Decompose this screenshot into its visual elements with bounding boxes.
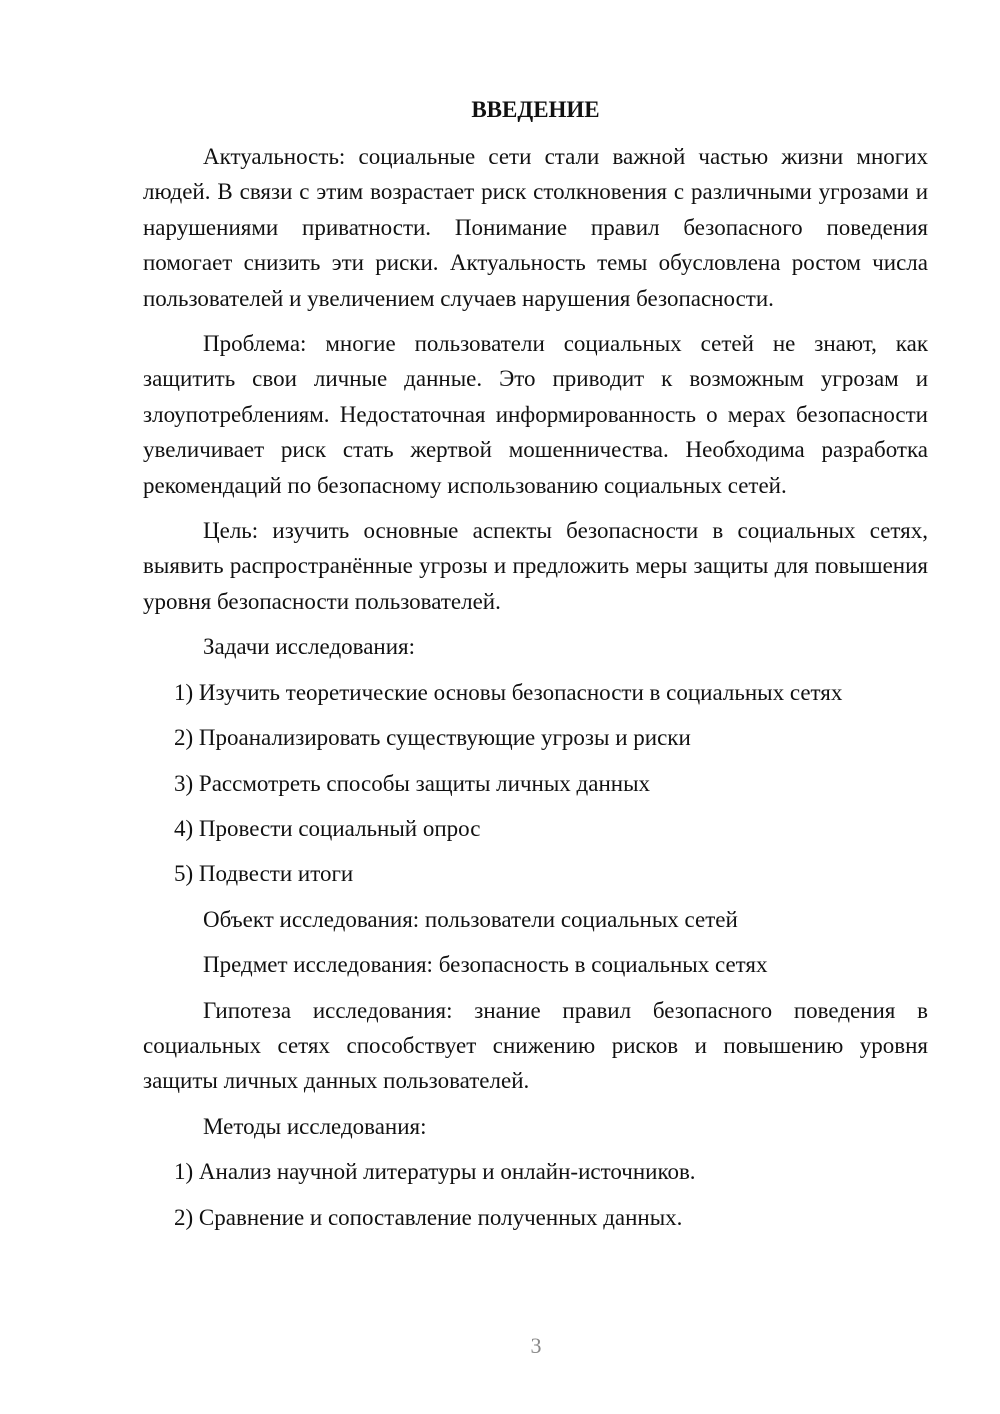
relevance-paragraph: Актуальность: социальные сети стали важной частью жизни многих людей. В связи с этим возрастает риск столкновения с различными угрозами и нарушениями приватности. Понимание правил безопасного поведения помогает снизить эти риски. Актуальность темы обусловлена ростом числа пользователей и увеличением случаев нарушения безопасности.	[143, 144, 928, 311]
section-title: ВВЕДЕНИЕ	[471, 97, 600, 122]
method-item: 2) Сравнение и сопоставление полученных данных.	[174, 1204, 683, 1230]
task-item: 3) Рассмотреть способы защиты личных данных	[174, 770, 651, 796]
page-number: 3	[530, 1333, 542, 1358]
task-item: 1) Изучить теоретические основы безопасности в социальных сетях	[174, 679, 843, 705]
goal-paragraph: Цель: изучить основные аспекты безопасности в социальных сетях, выявить распространённые угрозы и предложить меры защиты для повышения уровня безопасности пользователей.	[143, 518, 928, 614]
research-subject: Предмет исследования: безопасность в социальных сетях	[203, 952, 768, 978]
method-item: 1) Анализ научной литературы и онлайн-источников.	[174, 1159, 696, 1185]
task-item: 2) Проанализировать существующие угрозы и риски	[174, 725, 691, 751]
task-item: 4) Провести социальный опрос	[174, 815, 481, 841]
task-item: 5) Подвести итоги	[174, 861, 354, 887]
hypothesis-paragraph: Гипотеза исследования: знание правил безопасного поведения в социальных сетях способствует снижению рисков и повышению уровня защиты личных данных пользователей.	[143, 997, 928, 1094]
problem-paragraph: Проблема: многие пользователи социальных сетей не знают, как защитить свои личные данные. Это приводит к возможным угрозам и злоупотреблениям. Недостаточная информированность о мерах безопасности увеличивает риск стать жертвой мошенничества. Необходима разработка рекомендаций по безопасному использованию социальных сетей.	[143, 331, 928, 498]
tasks-heading: Задачи исследования:	[203, 634, 416, 660]
page-content	[143, 92, 928, 1245]
methods-heading: Методы исследования:	[203, 1113, 427, 1139]
research-object: Объект исследования: пользователи социальных сетей	[203, 906, 738, 932]
